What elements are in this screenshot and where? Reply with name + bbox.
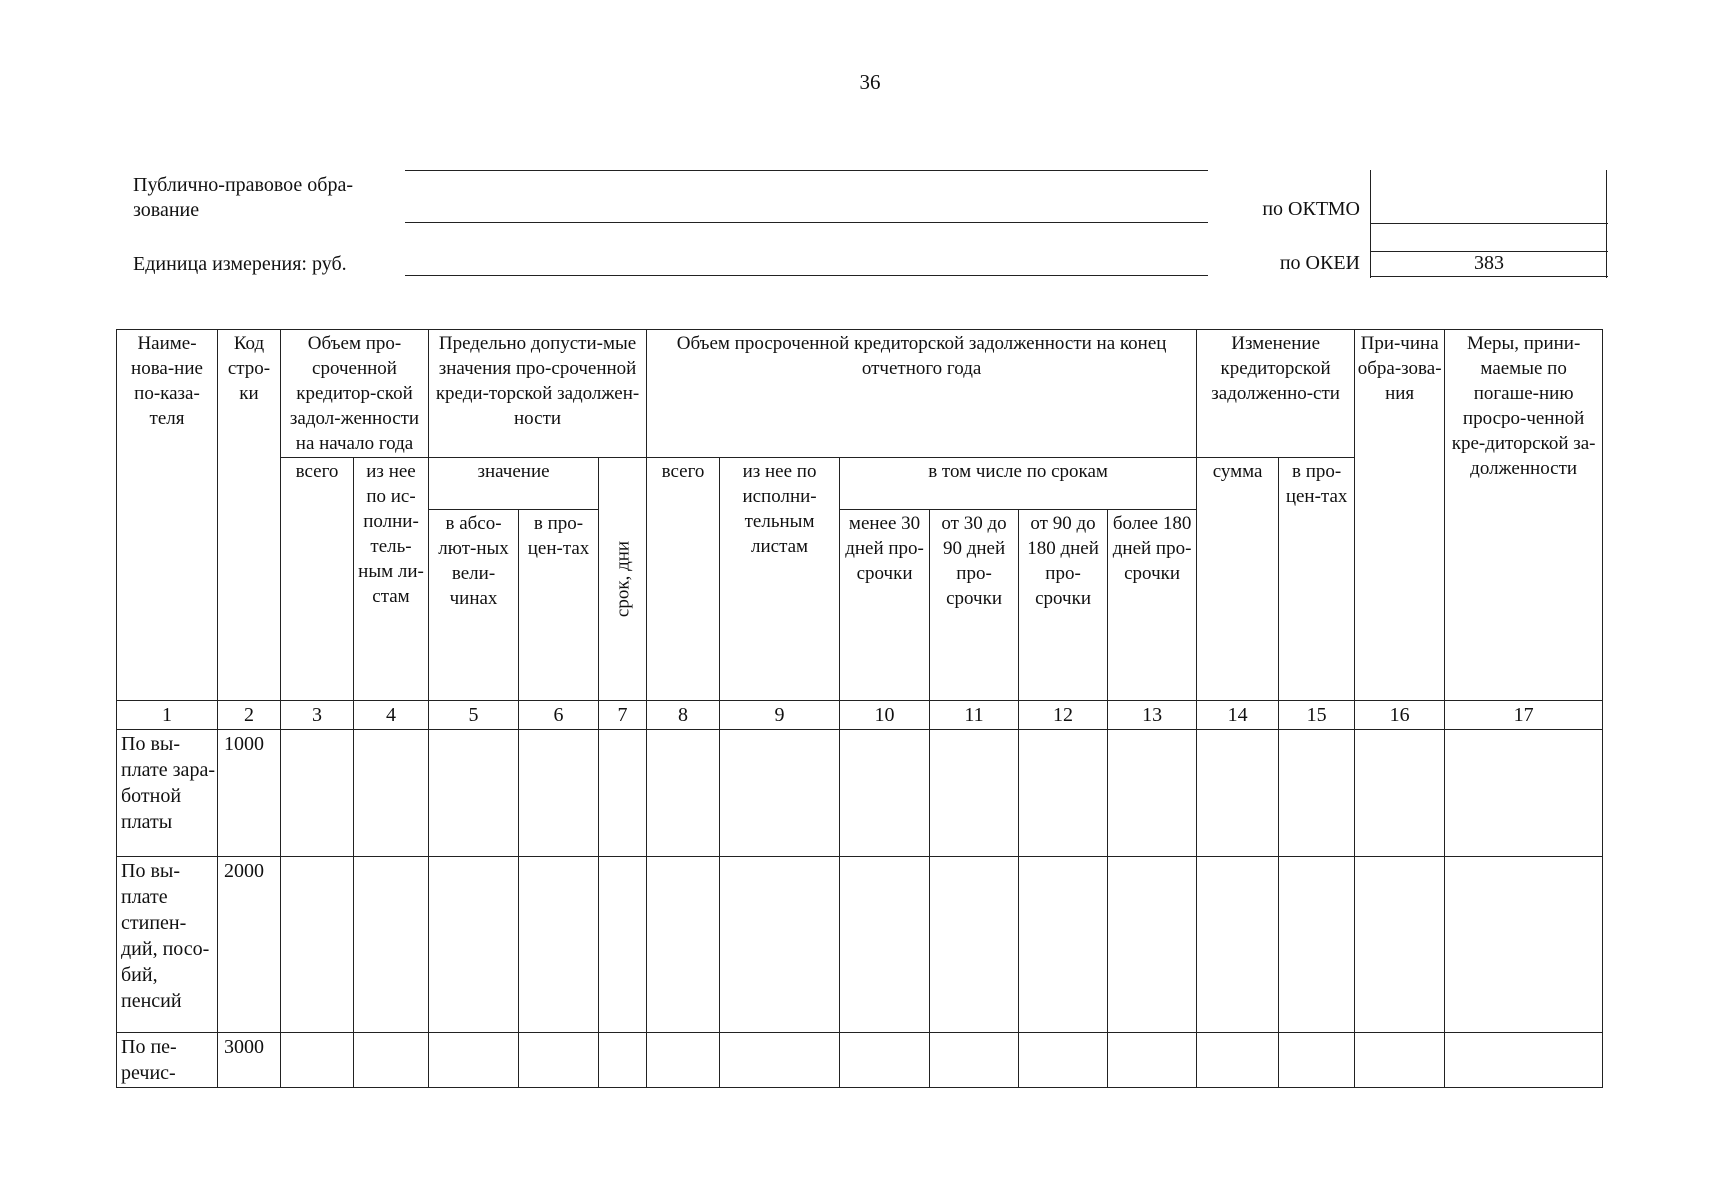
header-start-total: всего (281, 458, 354, 701)
data-cell[interactable] (1279, 1033, 1355, 1088)
unit-label: Единица измерения: руб. (133, 253, 347, 275)
header-indicator-name: Наиме-нова-ние по-каза-теля (117, 330, 218, 701)
data-cell[interactable] (1019, 857, 1108, 1033)
data-cell[interactable] (840, 730, 930, 857)
header-limit-term-text: срок, дни (612, 540, 634, 618)
header-change-sum: сумма (1197, 458, 1279, 701)
column-number: 14 (1197, 701, 1279, 730)
row-code: 3000 (218, 1033, 281, 1088)
data-cell[interactable] (599, 1033, 647, 1088)
data-cell[interactable] (720, 1033, 840, 1088)
code-box-divider-1 (1370, 223, 1608, 224)
column-number: 10 (840, 701, 930, 730)
data-cell[interactable] (281, 857, 354, 1033)
data-cell[interactable] (519, 1033, 599, 1088)
header-start-exec: из нее по ис-полни-тель-ным ли-стам (354, 458, 429, 701)
data-cell[interactable] (1355, 857, 1445, 1033)
column-number-row (117, 701, 1603, 730)
data-cell[interactable] (1197, 857, 1279, 1033)
unit-fill-line (405, 275, 1208, 276)
header-term-30-90: от 30 до 90 дней про-срочки (930, 509, 1019, 700)
data-cell[interactable] (1445, 730, 1603, 857)
data-cell[interactable] (354, 857, 429, 1033)
data-cell[interactable] (281, 730, 354, 857)
data-cell[interactable] (1279, 857, 1355, 1033)
header-end-terms: в том числе по срокам (840, 458, 1197, 510)
data-cell[interactable] (519, 857, 599, 1033)
column-number: 6 (519, 701, 599, 730)
code-box-bottom (1370, 276, 1608, 277)
header-debt-start: Объем про-сроченной кредитор-ской задол-женности на начало года (281, 330, 429, 458)
column-number: 1 (117, 701, 218, 730)
page-number: 36 (859, 70, 881, 94)
entity-fill-line (405, 222, 1208, 223)
data-cell[interactable] (930, 730, 1019, 857)
data-cell[interactable] (1197, 730, 1279, 857)
data-cell[interactable] (1445, 857, 1603, 1033)
data-cell[interactable] (1197, 1033, 1279, 1088)
header-limit-pct: в про-цен-тах (519, 509, 599, 700)
row-name: По пе-речис- (117, 1033, 218, 1088)
data-cell[interactable] (1108, 857, 1197, 1033)
data-cell[interactable] (519, 730, 599, 857)
data-cell[interactable] (647, 857, 720, 1033)
data-cell[interactable] (840, 1033, 930, 1088)
data-cell[interactable] (647, 730, 720, 857)
code-box (1370, 170, 1608, 278)
data-cell[interactable] (1019, 730, 1108, 857)
data-cell[interactable] (1108, 730, 1197, 857)
header-term-lt30: менее 30 дней про-срочки (840, 509, 930, 700)
column-number: 5 (429, 701, 519, 730)
row-name: По вы-плате зара-ботной платы (117, 730, 218, 857)
column-number: 7 (599, 701, 647, 730)
header-end-exec: из нее по исполни-тельным листам (720, 458, 840, 701)
oktmo-label: по ОКТМО (1262, 198, 1360, 220)
column-number: 4 (354, 701, 429, 730)
data-cell[interactable] (354, 730, 429, 857)
column-number: 9 (720, 701, 840, 730)
header-limit-abs: в абсо-лют-ных вели-чинах (429, 509, 519, 700)
data-cell[interactable] (1279, 730, 1355, 857)
column-number: 15 (1279, 701, 1355, 730)
column-number: 16 (1355, 701, 1445, 730)
row-code: 2000 (218, 857, 281, 1033)
data-cell[interactable] (720, 730, 840, 857)
row-code: 1000 (218, 730, 281, 857)
column-number: 13 (1108, 701, 1197, 730)
data-cell[interactable] (1445, 1033, 1603, 1088)
data-cell[interactable] (1355, 730, 1445, 857)
column-number: 12 (1019, 701, 1108, 730)
header-debt-change: Изменение кредиторской задолженно-сти (1197, 330, 1355, 458)
data-cell[interactable] (647, 1033, 720, 1088)
header-debt-limits: Предельно допусти-мые значения про-сроченной креди-торской задолжен-ности (429, 330, 647, 458)
data-cell[interactable] (1108, 1033, 1197, 1088)
column-number: 11 (930, 701, 1019, 730)
header-reason: При-чина обра-зова-ния (1355, 330, 1445, 701)
table-row (117, 857, 1603, 1033)
data-cell[interactable] (429, 730, 519, 857)
entity-fill-line-top (405, 170, 1208, 171)
data-cell[interactable] (1019, 1033, 1108, 1088)
data-cell[interactable] (354, 1033, 429, 1088)
entity-label-line1: Публично-правовое обра- (133, 174, 353, 196)
table-row (117, 1033, 1603, 1088)
entity-label-line2: зование (133, 199, 200, 221)
okei-value: 383 (1474, 252, 1504, 274)
header-term-90-180: от 90 до 180 дней про-срочки (1019, 509, 1108, 700)
row-name: По вы-плате стипен-дий, посо-бий, пенсий (117, 857, 218, 1033)
column-number: 3 (281, 701, 354, 730)
entity-label (133, 173, 353, 223)
header-term-gt180: более 180 дней про-срочки (1108, 509, 1197, 700)
data-cell[interactable] (599, 857, 647, 1033)
header-debt-end: Объем просроченной кредиторской задолженности на конец отчетного года (647, 330, 1197, 458)
data-cell[interactable] (429, 1033, 519, 1088)
data-cell[interactable] (599, 730, 647, 857)
table-row (117, 730, 1603, 857)
header-change-pct: в про-цен-тах (1279, 458, 1355, 701)
data-cell[interactable] (1355, 1033, 1445, 1088)
column-number: 2 (218, 701, 281, 730)
column-number: 8 (647, 701, 720, 730)
header-end-total: всего (647, 458, 720, 701)
header-measures: Меры, прини-маемые по погаше-нию просро-ченной кре-диторской за-долженности (1445, 330, 1603, 701)
report-table (116, 329, 1603, 1088)
data-cell[interactable] (840, 857, 930, 1033)
data-cell[interactable] (281, 1033, 354, 1088)
okei-label: по ОКЕИ (1279, 252, 1360, 274)
data-cell[interactable] (930, 857, 1019, 1033)
header-limit-value: значение (429, 458, 599, 510)
header-limit-term (599, 458, 647, 701)
data-cell[interactable] (429, 857, 519, 1033)
column-number: 17 (1445, 701, 1603, 730)
header-row-code: Код стро-ки (218, 330, 281, 701)
data-cell[interactable] (720, 857, 840, 1033)
data-cell[interactable] (930, 1033, 1019, 1088)
